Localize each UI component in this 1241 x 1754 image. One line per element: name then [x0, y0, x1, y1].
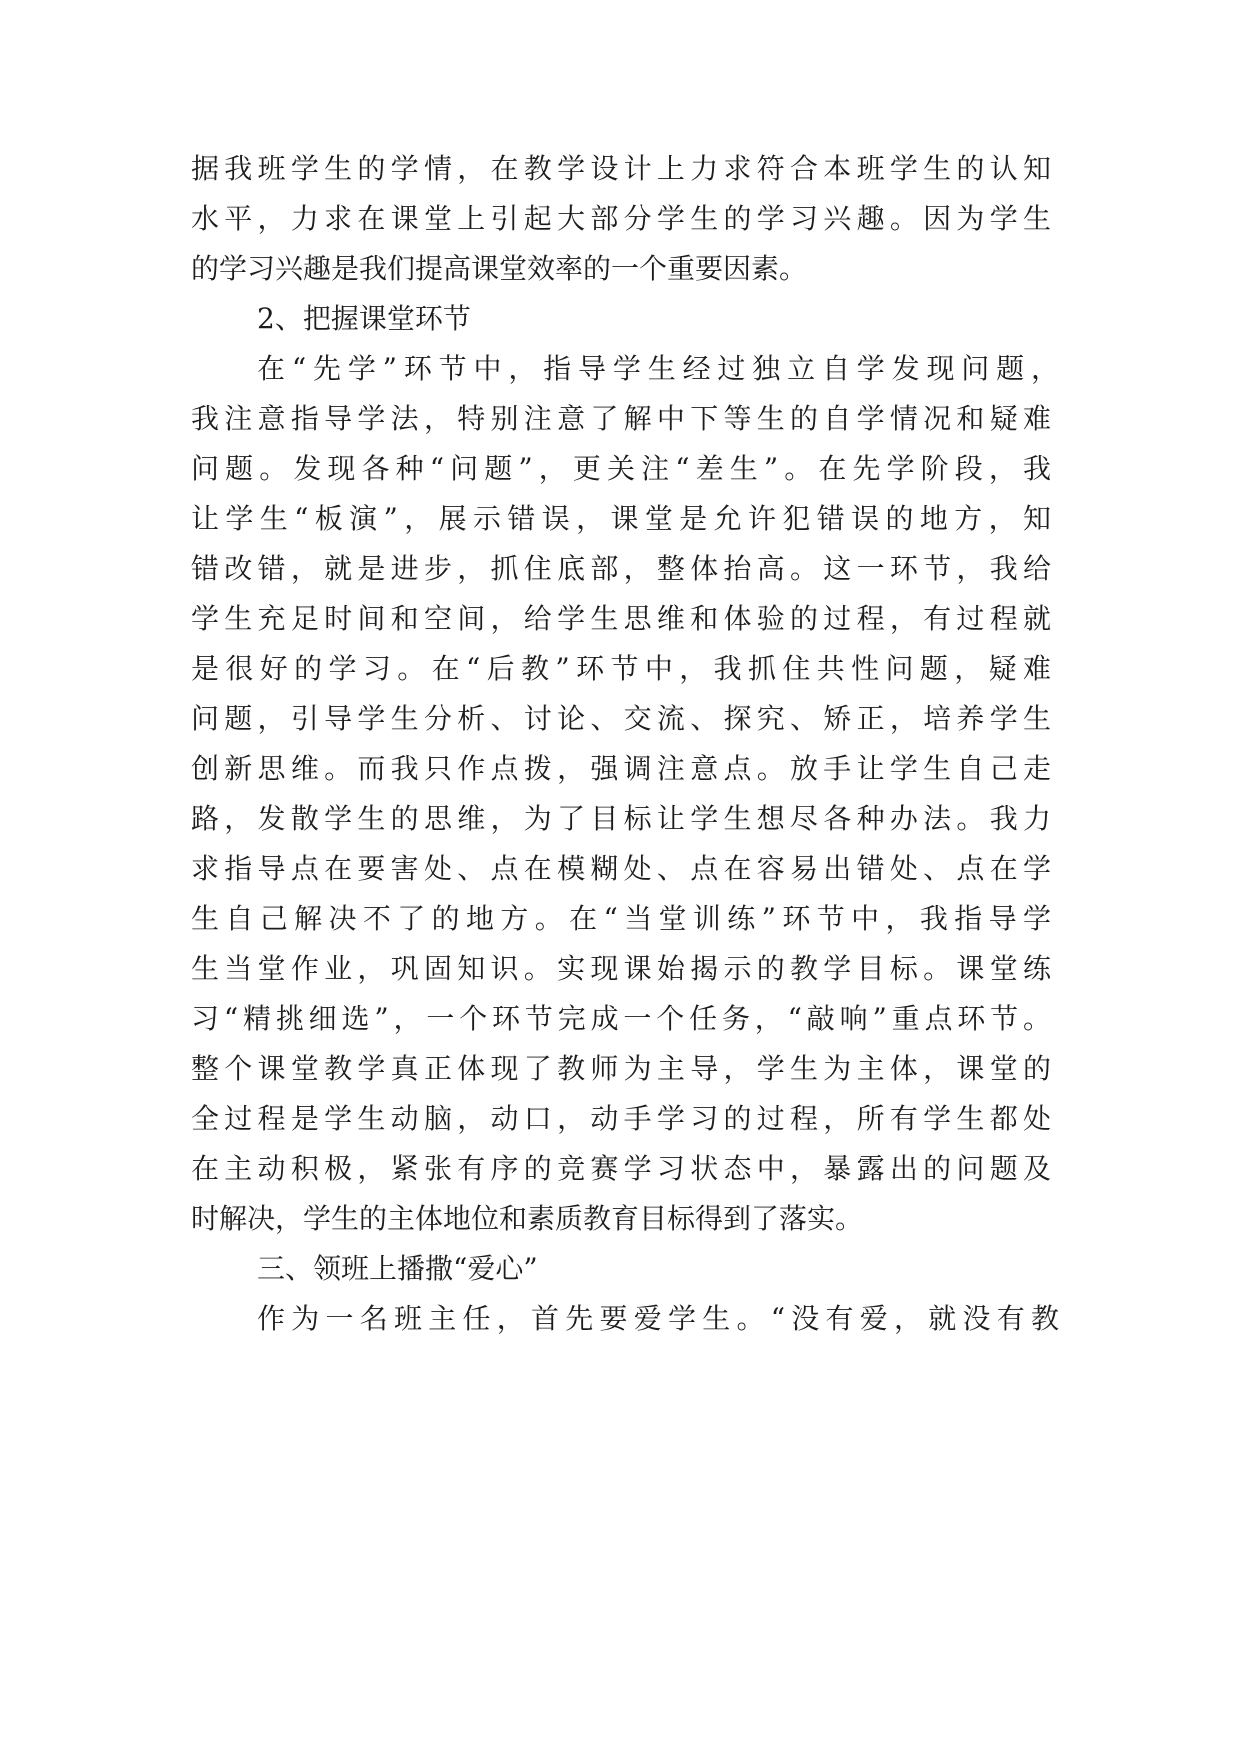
paragraph-line: 的学习兴趣是我们提高课堂效率的一个重要因素。 [191, 252, 808, 285]
paragraph-line: 路，发散学生的思维，为了目标让学生想尽各种办法。我力 [191, 802, 1051, 835]
paragraph-line: 生自己解决不了的地方。在“当堂训练”环节中，我指导学 [191, 902, 1051, 935]
paragraph-line: 整个课堂教学真正体现了教师为主导，学生为主体，课堂的 [191, 1052, 1051, 1085]
paragraph-line: 是很好的学习。在“后教”环节中，我抓住共性问题，疑难 [191, 652, 1051, 685]
section-heading: 三、领班上播撒“爱心” [257, 1252, 538, 1285]
section-heading: 2、把握课堂环节 [257, 302, 471, 335]
paragraph-line: 生当堂作业，巩固知识。实现课始揭示的教学目标。课堂练 [191, 952, 1051, 985]
paragraph-line: 全过程是学生动脑，动口，动手学习的过程，所有学生都处 [191, 1102, 1051, 1135]
paragraph-line: 作为一名班主任，首先要爱学生。“没有爱，就没有教 [257, 1302, 1059, 1335]
paragraph-line: 习“精挑细选”，一个环节完成一个任务，“敲响”重点环节。 [191, 1002, 1051, 1035]
paragraph-line: 问题，引导学生分析、讨论、交流、探究、矫正，培养学生 [191, 702, 1051, 735]
paragraph-line: 学生充足时间和空间，给学生思维和体验的过程，有过程就 [191, 602, 1051, 635]
paragraph-line: 问题。发现各种“问题”，更关注“差生”。在先学阶段，我 [191, 452, 1051, 485]
paragraph-line: 据我班学生的学情，在教学设计上力求符合本班学生的认知 [191, 152, 1051, 185]
paragraph-line: 在主动积极，紧张有序的竞赛学习状态中，暴露出的问题及 [191, 1152, 1051, 1185]
paragraph-line: 我注意指导学法，特别注意了解中下等生的自学情况和疑难 [191, 402, 1051, 435]
paragraph-line: 时解决，学生的主体地位和素质教育目标得到了落实。 [191, 1202, 864, 1235]
paragraph-line: 错改错，就是进步，抓住底部，整体抬高。这一环节，我给 [191, 552, 1051, 585]
paragraph-line: 水平，力求在课堂上引起大部分学生的学习兴趣。因为学生 [191, 202, 1051, 235]
paragraph-line: 在“先学”环节中，指导学生经过独立自学发现问题， [257, 352, 1059, 385]
paragraph-line: 让学生“板演”，展示错误，课堂是允许犯错误的地方，知 [191, 502, 1051, 535]
paragraph-line: 求指导点在要害处、点在模糊处、点在容易出错处、点在学 [191, 852, 1051, 885]
paragraph-line: 创新思维。而我只作点拨，强调注意点。放手让学生自己走 [191, 752, 1051, 785]
